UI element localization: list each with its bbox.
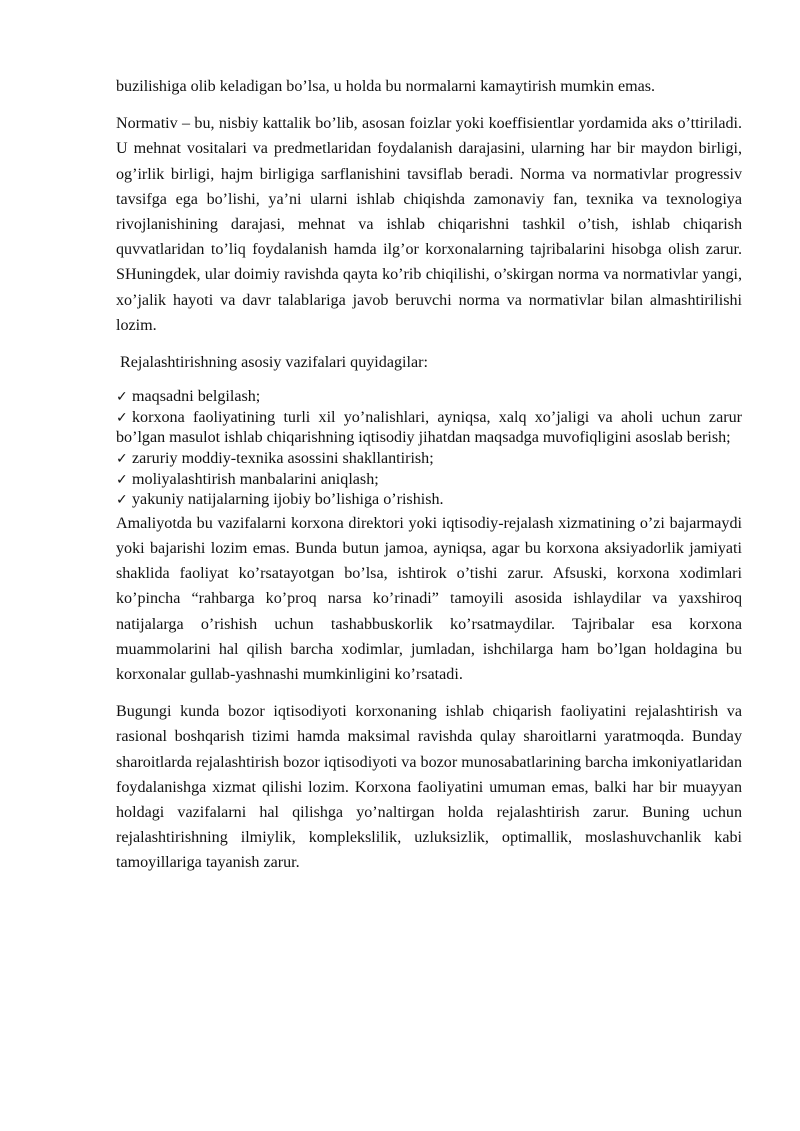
paragraph-continuation: buzilishiga olib keladigan bo’lsa, u holda bu normalarni kamaytirish mumkin emas. (116, 78, 656, 95)
checkmark-icon: ✓ (116, 409, 128, 426)
list-item-text: yakuniy natijalarning ijobiy bo’lishiga o’rishish. (132, 491, 444, 509)
list-item (116, 470, 742, 491)
checkmark-icon: ✓ (116, 492, 128, 509)
checkmark-icon: ✓ (116, 389, 128, 406)
list-item-text: moliyalashtirish manbalarini aniqlash; (132, 470, 379, 488)
paragraph-amaliyotda: Amaliyotda bu vazifalarni korxona direktori yoki iqtisodiy-rejalash xizmatining o’zi bajarmaydi yoki bajarishi lozim emas. Bunda butun jamoa, ayniqsa, agar bu korxona aksiyadorlik jamiyati shaklida faoliyat ko’rsatayotgan bo’lsa, ishtirok o’tishi zarur. Afsuski, korxona xodimlari ko’pincha “rahbarga ko’proq narsa ko’rinadi” tamoyili asosida ishlaydilar va yaxshiroq natijalarga o’rishish uchun tashabbuskorlik ko’rsatmaydilar. Tajribalar esa korxona muammolarini hal qilish barcha xodimlar, jumladan, ishchilarga ham bo’lgan holdagina bu korxonalar gullab-yashnashi mumkinligini ko’rsatadi. (116, 514, 742, 684)
checkmark-icon: ✓ (116, 451, 128, 468)
list-item (116, 408, 742, 449)
paragraph-normativ: Normativ – bu, nisbiy kattalik bo’lib, asosan foizlar yoki koeffisientlar yordamida aks o’ttiriladi. U mehnat vositalari va predmetlaridan foydalanish darajasini, ularning har bir maydon birligi, og’irlik birligi, hajm birligiga sarflanishini tavsiflab beradi. Norma va normativlar progressiv tavsifga ega bo’lishi, ya’ni ularni ishlab chiqishda zamonaviy fan, texnika va texnologiya rivojlanishining darajasi, mehnat va ishlab chiqarishni tashkil o’tish, ishlab chiqarish quvvatlaridan to’liq foydalanish hamda ilg’or korxonalarning tajribalarini hisobga olish zarur. SHuningdek, ular doimiy ravishda qayta ko’rib chiqilishi, o’skirgan norma va normativlar yangi, xo’jalik hayoti va davr talablariga javob beruvchi norma va normativlar bilan almashtirilishi lozim. (116, 115, 742, 334)
checkmark-icon: ✓ (116, 471, 128, 488)
list-item-text: zaruriy moddiy-texnika asossini shakllantirish; (132, 450, 434, 468)
list-item-text: korxona faoliyatining turli xil yo’nalishlari, ayniqsa, xalq xo’jaligi va aholi uchun zarur bo’lgan masulot ishlab chiqarishning iqtisodiy jihatdan maqsadga muvofiqligini asoslab berish; (116, 408, 742, 447)
list-heading: Rejalashtirishning asosiy vazifalari quyidagilar: (120, 354, 428, 372)
list-item (116, 387, 742, 408)
list-item (116, 490, 742, 511)
document-page (116, 74, 742, 876)
tasks-checklist (116, 387, 742, 511)
paragraph-bugungi: Bugungi kunda bozor iqtisodiyoti korxonaning ishlab chiqarish faoliyatini rejalashtirish va rasional boshqarish tizimi hamda maksimal ravishda qulay sharoitlarni yaratmoqda. Bunday sharoitlarda rejalashtirish bozor iqtisodiyoti va bozor munosabatlarining barcha imkoniyatlaridan foydalanishga xizmat qilishi lozim. Korxona faoliyatini umuman emas, balki har bir muayyan holdagi vazifalarni hal qilishga yo’naltirgan holda rejalashtirish zarur. Buning uchun rejalashtirishning ilmiylik, komplekslilik, uzluksizlik, optimallik, moslashuvchanlik kabi tamoyillariga tayanish zarur. (116, 703, 742, 872)
list-item-text: maqsadni belgilash; (132, 388, 261, 406)
list-item (116, 449, 742, 470)
